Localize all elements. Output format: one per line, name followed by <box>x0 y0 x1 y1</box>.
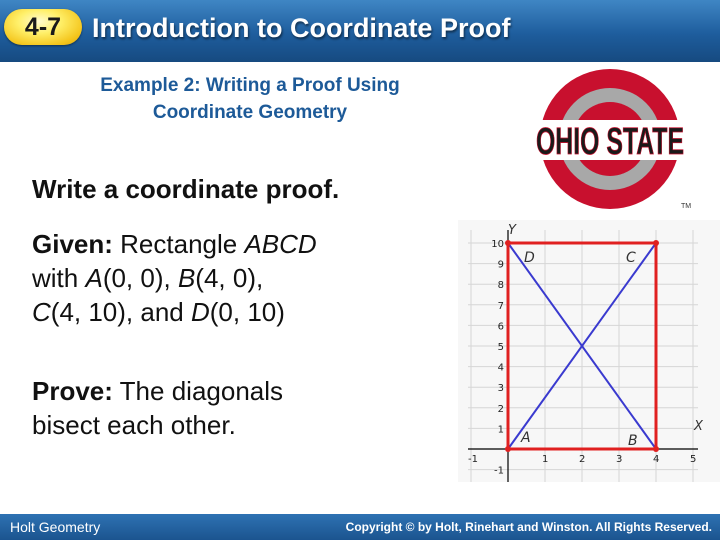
x-tick-label: -1 <box>468 454 478 465</box>
prove-statement <box>32 374 283 442</box>
given-statement <box>32 227 317 329</box>
point-label-D: D <box>524 250 535 266</box>
given-text: (0, 10) <box>209 297 285 327</box>
prove-line-1 <box>32 374 283 408</box>
point-label-A: A <box>521 430 531 446</box>
point-label: A <box>85 263 103 293</box>
prove-text: The diagonals <box>112 376 284 406</box>
example-subtitle <box>22 72 478 126</box>
instruction-heading: Write a coordinate proof. <box>32 174 340 204</box>
y-tick-label: 10 <box>491 239 504 250</box>
y-axis-label: Y <box>508 223 516 238</box>
given-line-3 <box>32 295 317 329</box>
y-tick-label: 5 <box>497 342 504 353</box>
given-text: (4, 0), <box>195 263 264 293</box>
x-tick-label: 5 <box>690 454 697 465</box>
lesson-badge <box>4 9 82 45</box>
rectangle-name: ABCD <box>244 229 317 259</box>
vertex-B <box>653 446 659 452</box>
given-label: Given: <box>32 229 113 259</box>
given-text: with <box>32 263 86 293</box>
vertex-A <box>505 446 511 452</box>
y-tick-label: 7 <box>497 300 504 312</box>
y-tick-label: 3 <box>497 383 504 395</box>
vertex-C <box>653 240 659 246</box>
footer-copyright: Copyright © by Holt, Rinehart and Winston. All Rights Reserved. <box>345 520 712 534</box>
point-label: D <box>190 297 210 327</box>
given-line-2 <box>32 261 317 295</box>
given-text: (0, 0), <box>102 263 178 293</box>
point-label-B: B <box>628 433 638 449</box>
point-label: B <box>177 263 196 293</box>
footer-bar <box>0 514 720 540</box>
x-tick-label: 4 <box>653 454 660 465</box>
point-label: C <box>32 297 51 327</box>
y-tick-label: 6 <box>497 321 504 333</box>
given-line-1 <box>32 227 317 261</box>
header-bar <box>0 0 720 62</box>
logo-wordmark: OHIO STATE <box>536 121 684 163</box>
y-tick-label: 1 <box>497 424 504 436</box>
given-text: Rectangle <box>112 229 245 259</box>
y-tick-label: 2 <box>497 403 504 415</box>
y-tick-label: 8 <box>497 280 504 292</box>
point-label-C: C <box>626 250 636 266</box>
subtitle-line-1: Example 2: Writing a Proof Using <box>100 75 400 96</box>
x-tick-label: 3 <box>616 454 623 465</box>
x-axis-label: X <box>694 419 703 434</box>
y-tick-label: 9 <box>497 259 504 271</box>
subtitle-line-2: Coordinate Geometry <box>152 102 348 123</box>
ohio-state-logo <box>532 66 692 214</box>
y-tick-label: 4 <box>497 362 504 374</box>
footer-course: Holt Geometry <box>10 519 101 535</box>
given-text: (4, 10), and <box>50 297 191 327</box>
vertex-D <box>505 240 511 246</box>
prove-line-2: bisect each other. <box>32 410 236 440</box>
prove-label: Prove: <box>32 376 113 406</box>
lesson-number: 4-7 <box>24 13 62 41</box>
x-tick-label: 2 <box>579 454 586 465</box>
y-tick-label: -1 <box>494 465 504 477</box>
slide-title: Introduction to Coordinate Proof <box>92 13 511 43</box>
coordinate-graph <box>458 220 720 482</box>
trademark-mark: TM <box>681 203 692 210</box>
x-tick-label: 1 <box>542 454 549 465</box>
